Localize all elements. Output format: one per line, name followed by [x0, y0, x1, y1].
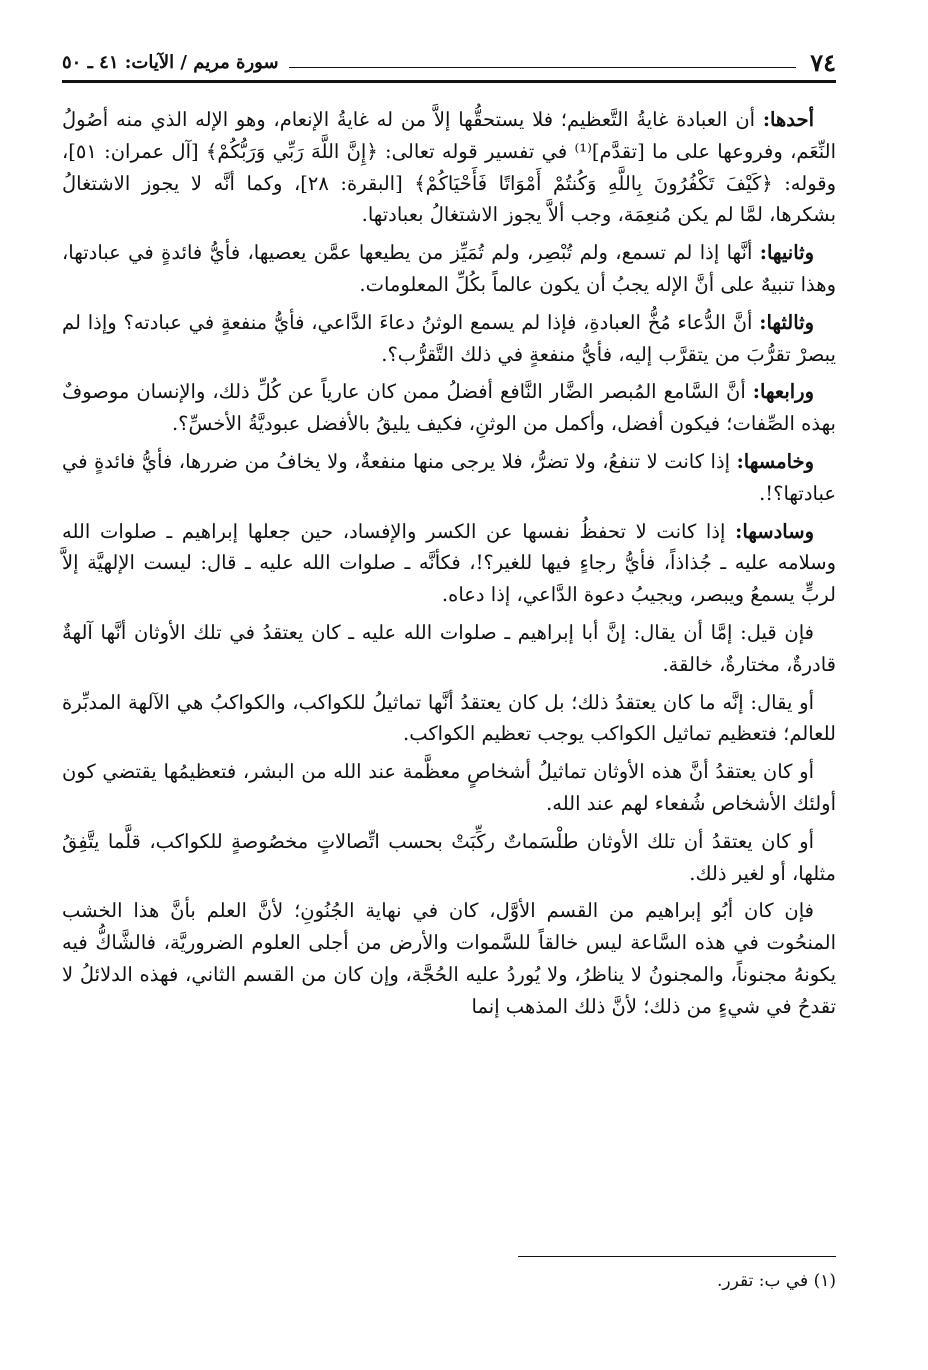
- paragraph-text: أنَّ الدُّعاء مُخُّ العبادةِ، فإذا لم يسمع الوثنُ دعاءَ الدَّاعي، فأيُّ منفعةٍ في عبادته؟ وإذا لم يبصرْ تقرُّبَ من يتقرَّب إليه، فأيُّ منفعةٍ في ذلك التَّقرُّب؟.: [62, 310, 836, 366]
- paragraph-text: أن العبادة غايةُ التَّعظيم؛ فلا يستحقُّها إلاَّ من له غايةُ الإنعام، وهو الإله الذي منه أصُولُ النِّعَم، وفروعها على ما [تقدَّم]⁽¹⁾ في تفسير قوله تعالى: ﴿إِنَّ اللَّهَ رَبِّي وَرَبُّكُمْ﴾ [آل عمران: ٥١]، وقوله: ﴿كَيْفَ تَكْفُرُونَ بِاللَّهِ وَكُنتُمْ أَمْوَاتًا فَأَحْيَاكُمْ﴾ [البقرة: ٢٨]، وكما أنَّه لا يجوز الاشتغالُ بشكرها، لمَّا لم يكن مُنعِمَة، وجب ألاَّ يجوز الاشتغالُ بعبادتها.: [62, 108, 837, 227]
- running-title: سورة مريم / الآيات: ٤١ ـ ٥٠: [62, 52, 279, 73]
- paragraph-lead: وخامسها:: [736, 449, 814, 473]
- paragraph-10: [62, 826, 836, 890]
- paragraph-lead: وثانيها:: [759, 241, 814, 265]
- paragraph-1: [62, 104, 836, 231]
- paragraph-lead: أحدها:: [762, 108, 814, 131]
- footnote-rule: [518, 1256, 836, 1257]
- main-text: [62, 104, 836, 1029]
- paragraph-5: [62, 446, 836, 510]
- paragraph-text: فإن كان أبُو إبراهيم من القسم الأوَّل، كان في نهاية الجُنُونِ؛ لأنَّ العلم بأنَّ هذا الخشب المنحُوت في هذه السَّاعة ليس خالقاً للسَّموات والأرض من أجلى العلوم الضروريَّة، فالشَّاكُّ فيه يكونهُ مجنوناً، والمجنونُ لا يناظرُ، ولا يُوردُ عليه الحُجَّة، وإن كان من القسم الثاني، فهذه الدلائلُ لا تقدحُ في شيءٍ من ذلك؛ لأنَّ ذلك المذهب إنما: [62, 899, 836, 1018]
- header-line: [289, 53, 797, 68]
- header-rule: [62, 80, 836, 83]
- paragraph-8: [62, 687, 836, 751]
- paragraph-lead: ورابعها:: [752, 380, 814, 404]
- paragraph-text: أو كان يعتقدُ أن تلك الأوثان طلْسَماتٌ ركِّبَتْ بحسب اتِّصالاتٍ مخصُوصةٍ للكواكب، قلَّما يتَّفِقُ مثلها، أو لغير ذلك.: [62, 829, 836, 885]
- paragraph-text: أو يقال: إنَّه ما كان يعتقدُ ذلك؛ بل كان يعتقدُ أنَّها تماثيلُ للكواكب، والكواكبُ هي الآلهة المدبِّرة للعالم؛ فتعظيم تماثيل الكواكب يوجب تعظيم الكواكب.: [62, 690, 836, 746]
- paragraph-7: [62, 617, 836, 681]
- paragraph-text: إذا كانت لا تحفظُ نفسها عن الكسر والإفساد، حين جعلها إبراهيم ـ صلوات الله وسلامه عليه ـ جُذاذاً، فأيُّ رجاءٍ فيها للغير؟!، فكأنَّه ـ صلوات الله عليه ـ قال: ليست الإلهيَّة إلاَّ لربٍّ يسمعُ ويبصر، ويجيبُ دعوة الدَّاعي، إذا دعاه.: [62, 519, 836, 607]
- paragraph-text: فإن قيل: إمَّا أن يقال: إنَّ أبا إبراهيم ـ صلوات الله عليه ـ كان يعتقدُ في تلك الأوثان أنَّها آلهةٌ قادرةٌ، مختارةٌ، خالقة.: [62, 620, 836, 676]
- paragraph-4: [62, 376, 836, 440]
- paragraph-text: أنَّ السَّامع المُبصر الضَّار النَّافع أفضلُ ممن كان عارياً عن كُلِّ ذلك، والإنسان موصوفٌ بهذه الصِّفات؛ فيكون أفضل، وأكمل من الوثنِ، فكيف يليقُ بالأفضل عبوديَّةُ الأخسِّ؟.: [62, 380, 836, 436]
- page-number: ٧٤: [810, 48, 836, 77]
- paragraph-3: [62, 307, 836, 371]
- page-header: [62, 42, 836, 78]
- paragraph-11: [62, 895, 836, 1022]
- paragraph-lead: وثالثها:: [759, 310, 814, 334]
- paragraph-9: [62, 756, 836, 820]
- paragraph-text: أو كان يعتقدُ أنَّ هذه الأوثان تماثيلُ أشخاصٍ معظَّمة عند الله من البشر، فتعظيمُها يقتضي كون أولئك الأشخاص شُفعاء لهم عند الله.: [62, 760, 836, 815]
- footnote: (١) في ب: تقرر.: [717, 1271, 836, 1291]
- paragraph-text: أنَّها إذا لم تسمع، ولم تُبْصِر، ولم تُمَيِّز من يطيعها عمَّن يعصيها، فأيُّ فائدةٍ في عبادتها، وهذا تنبيهٌ على أنَّ الإله يجبُ أن يكون عالماً بكُلِّ المعلومات.: [62, 241, 836, 296]
- paragraph-text: إذا كانت لا تنفعُ، ولا تضرُّ، فلا يرجى منها منفعةٌ، ولا يخافُ من ضررها، فأيُّ فائدةٍ في عبادتها؟!.: [62, 449, 836, 505]
- paragraph-6: [62, 516, 836, 611]
- paragraph-2: [62, 237, 836, 301]
- paragraph-lead: وسادسها:: [735, 519, 814, 543]
